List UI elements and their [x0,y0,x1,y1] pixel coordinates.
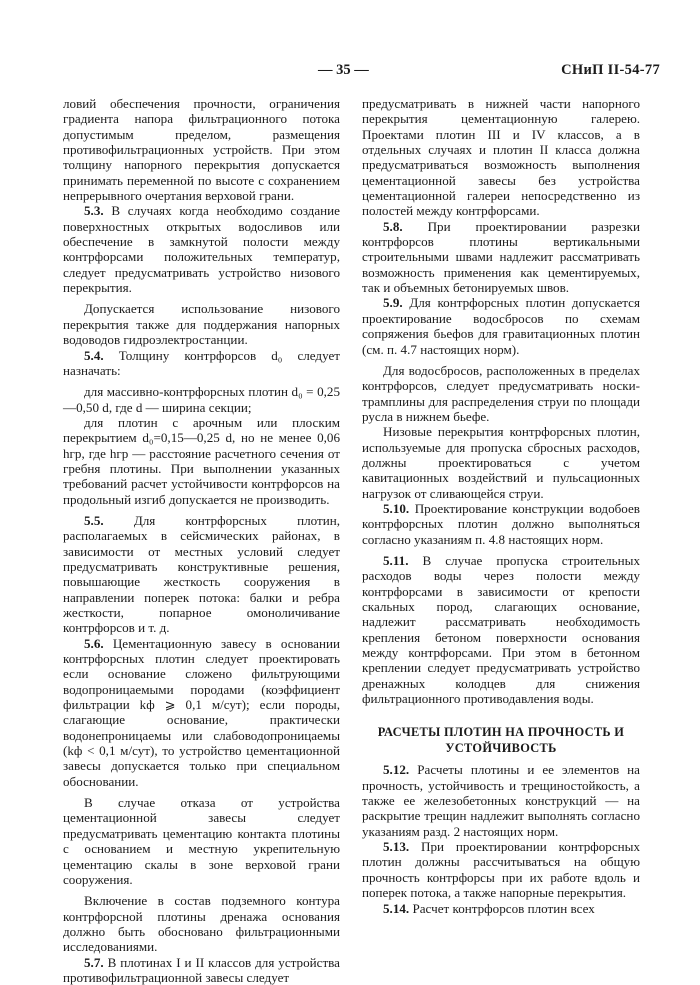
paragraph [362,295,640,356]
clause-number: 5.5. [84,512,104,528]
paragraph-text: ловий обеспечения прочности, ограничения градиента напора фильтрационного потока допустимым пределом, размещения противофильтрационных устройств. При этом толщину напорного перекрытия допускается принимать переменной по высоте с сохранением непрерывного очертания верховой грани. [63,96,340,204]
paragraph-text: В случаях когда необходимо создание поверхностных открытых водосливов или обеспечение в замкнутой полости между контрфорсами положительных температур, следует предусматривать устройство низового перекрытия. [63,203,340,296]
clause-number: 5.7. [84,954,104,970]
paragraph [63,415,340,507]
left-column [63,96,340,985]
paragraph [63,795,340,887]
paragraph [362,363,640,424]
paragraph-text: Расчеты плотины и ее элементов на прочность, устойчивость и трещиностойкость, а также ее железобетонных конструкций — на раскрытие трещин надлежит выполнять согласно указаниям разд. 2 настоящих норм. [362,762,640,839]
paragraph-text: Цементационную завесу в основании контрфорсных плотин следует проектировать если основание сложено фильтрующими водопроницаемыми породами (коэффициент фильтрации kф ⩾ 0,1 м/сут); если породы, слагающие основание, практически водонепроницаемы или слабоводопроницаемы (kф < 0,1 м/сут), то устройство цементационной завесы допускается только при специальном обосновании. [63,635,340,789]
paragraph-text: При проектировании разрезки контрфорсов плотины вертикальными строительными швами надлежит рассматривать возможность применения как цементируемых, так и объемных бетонируемых швов. [362,218,640,296]
paragraph-text: В случае пропуска строительных расходов воды через полости между контрфорсами в зависимости от крепости скальных пород, слагающих основание, надлежит рассматривать необходимость крепления бетоном поверхности основания между контрфорсами. При этом в бетонном креплении следует предусматривать устройство дренажных колодцев для снижения фильтрационного противодавления воды. [362,552,640,707]
paragraph-text: Включение в состав подземного контура контрфорсной плотины дренажа основания должно быть обосновано фильтрационными исследованиями. [63,893,340,955]
paragraph-text: для массивно-контрфорсных плотин d₀ = 0,25—0,50 d, где d — ширина секции; [63,384,340,415]
paragraph-text: Расчет контрфорсов плотин всех [409,900,595,916]
paragraph [63,203,340,295]
right-column [362,96,640,916]
paragraph [63,893,340,954]
clause-number: 5.10. [383,500,410,516]
clause-number: 5.4. [84,347,104,363]
paragraph [63,384,340,415]
paragraph-text: Для водосбросов, расположенных в пределах контрфорсов, следует предусматривать носки-трамплины для распределения струи по площади русла в нижнем бьефе. [362,362,640,424]
paragraph-text: В случае отказа от устройства цементационной завесы следует предусматривать цементацию контакта плотины с основанием и местную укрепительную цементацию скалы в зоне верховой грани сооружения. [63,795,340,887]
clause-number: 5.11. [383,552,409,568]
clause-number: 5.14. [383,900,410,916]
paragraph [63,636,340,789]
paragraph-text: Для контрфорсных плотин, располагаемых в сейсмических районах, в зависимости от местных условий следует предусматривать конструктивные решения, повышающие жесткость сооружения в направлении поперек потока: балки и ребра жесткости, попарное омоноличивание контрфорсов и т. д. [63,512,340,636]
clause-number: 5.12. [383,762,410,778]
paragraph-text: При проектировании контрфорсных плотин должны рассчитываться на общую прочность контрфорсы при их работе вдоль и поперек потока, а также напорные перекрытия. [362,839,640,901]
clause-number: 5.9. [383,295,403,311]
paragraph [362,762,640,839]
paragraph-text: Для контрфорсных плотин допускается проектирование водосбросов по схемам сопряжения бьефов для гравитационных плотин (см. п. 4.7 настоящих норм). [362,295,640,357]
paragraph-text: Проектирование конструкции водобоев контрфорсных плотин должно выполняться согласно указаниям п. 4.8 настоящих норм. [362,500,640,547]
paragraph [362,839,640,900]
section-heading: РАСЧЕТЫ ПЛОТИН НА ПРОЧНОСТЬ И УСТОЙЧИВОСТЬ [377,725,625,755]
paragraph [362,96,640,219]
paragraph [362,501,640,547]
paragraph [362,424,640,501]
paragraph [63,348,340,379]
clause-number: 5.8. [383,218,403,234]
page-number: — 35 — [318,62,369,78]
paragraph-text: В плотинах I и II классов для устройства противофильтрационной завесы следует [63,954,340,985]
paragraph-text: для плотин с арочным или плоским перекрытием d₀=0,15—0,25 d, но не менее 0,06 hгр, где hгр — расстояние расчетного сечения от гребня плотины. При выполнении указанных требований расчет устойчивости контрфорсов на продольный изгиб допускается не производить. [63,414,340,507]
paragraph-text: Толщину контрфорсов d₀ следует назначать: [63,347,340,378]
paragraph [362,219,640,296]
clause-number: 5.13. [383,839,410,855]
document-code: СНиП II-54-77 [561,62,660,78]
paragraph [362,901,640,916]
paragraph-text: Низовые перекрытия контрфорсных плотин, используемые для пропуска сбросных расходов, должны проектироваться с учетом кавитационных воздействий и пульсационных нагрузок от сливающейся струи. [362,424,640,501]
paragraph [63,301,340,347]
paragraph-text: Допускается использование низового перекрытия также для поддержания напорных водоводов гидроэлектростанции. [63,301,340,348]
clause-number: 5.6. [84,635,104,651]
paragraph [362,553,640,706]
paragraph [63,96,340,203]
paragraph-text: предусматривать в нижней части напорного перекрытия цементационную галерею. Проектами плотин III и IV классов, а в отдельных случаях и плотин II класса должна предусматриваться возможность выполнения цементационной завесы без устройства цементационной галереи непосредственно из полостей между контрфорсами. [362,96,640,219]
page-header [0,62,700,82]
clause-number: 5.3. [84,203,104,219]
paragraph [63,513,340,636]
paragraph [63,955,340,985]
